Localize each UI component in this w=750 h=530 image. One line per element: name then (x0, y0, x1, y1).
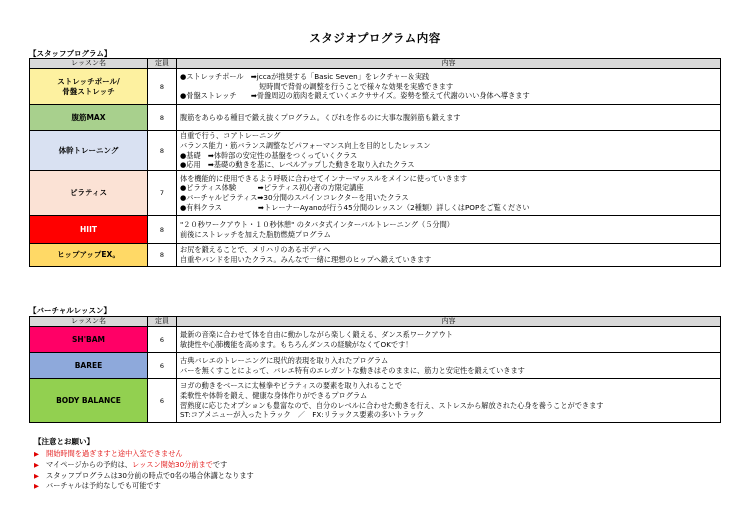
table-row (30, 105, 721, 131)
lesson-name-cell (30, 131, 148, 171)
lesson-name-cell (30, 171, 148, 216)
lesson-name: ストレッチポール/ 骨盤ストレッチ (57, 76, 120, 96)
note-text: です (212, 459, 228, 469)
page-title: スタジオプログラム内容 (309, 31, 441, 45)
content-line: 自重で行う、コアトレーニング (180, 131, 281, 141)
capacity-cell: 6 (148, 327, 177, 353)
lesson-name-cell (30, 69, 148, 105)
content-line: ST:コアメニューが入ったトラック ／ FX:リラックス要素の多いトラック (180, 410, 424, 420)
table-row (30, 131, 721, 171)
triangle-bullet-icon: ▶ (34, 482, 39, 491)
content-cell (177, 379, 721, 423)
content-cell (177, 353, 721, 379)
virtual-section-label: 【バーチャルレッスン】 (29, 306, 112, 315)
note-item (34, 471, 254, 482)
table-row (30, 327, 721, 353)
content-line: バーを無くすことによって、バレエ特有のエレガントな動きはそのままに、筋力と安定性を鍛えていきます (180, 365, 525, 375)
notes-list (34, 449, 254, 492)
lesson-name: 体幹トレーニング (58, 145, 119, 155)
triangle-bullet-icon: ▶ (34, 471, 39, 480)
content-line: 古典バレエのトレーニングに現代的表現を取り入れたプログラム (180, 355, 389, 365)
content-cell (177, 171, 721, 216)
content-line: "２０秒ワークアウト・１０秒休憩" のタバタ式インターバルトレーニング（５分間） (180, 219, 454, 229)
content-cell (177, 69, 721, 105)
notes-heading: 【注意とお願い】 (34, 437, 94, 446)
lesson-name: ヒップアップEX。 (57, 250, 120, 259)
content-line: 腹筋をあらゆる種目で鍛え抜くプログラム。くびれを作るのに大事な腹斜筋も鍛えます (180, 112, 461, 122)
lesson-name-cell (30, 244, 148, 267)
capacity-cell: 7 (148, 171, 177, 216)
content-line: 敏捷性や心肺機能を高めます。もちろんダンスの経験がなくてOKです！ (180, 339, 413, 349)
header-lesson-name: レッスン名 (30, 59, 148, 69)
content-line: お尻を鍛えることで、メリハリのあるボディへ (180, 245, 331, 255)
note-text: 開始時間を過ぎますと途中入室できません (46, 449, 183, 458)
note-text: スタッフプログラムは30分前の時点で0名の場合休講となります (46, 470, 254, 480)
table-row (30, 171, 721, 216)
content-line: 前後にストレッチを加えた脂肪燃焼プログラム (180, 229, 331, 239)
content-line: 自重やバンドを用いたクラス。みんなで一緒に理想のヒップへ鍛えていきます (180, 255, 432, 264)
content-line: 習熟度に応じたオプションも豊富なので、自分のレベルに合わせた動きを行え、ストレスから解放された心身を養うことができます (180, 400, 604, 410)
lesson-name: HIIT (80, 224, 97, 234)
lesson-name-cell (30, 327, 148, 353)
capacity-cell: 8 (148, 131, 177, 171)
staff-section-label: 【スタッフプログラム】 (29, 49, 112, 58)
note-item (34, 460, 254, 471)
lesson-name-cell (30, 353, 148, 379)
virtual-lesson-table (29, 316, 721, 423)
table-row (30, 353, 721, 379)
table-row (30, 244, 721, 267)
header-content: 内容 (177, 317, 721, 327)
content-line: 柔軟性や体幹を鍛え、健康な身体作りができるプログラム (180, 390, 368, 400)
triangle-bullet-icon: ▶ (34, 460, 39, 469)
content-line: ●ピラティス体験 ➡ピラティス初心者の方限定講座 (180, 183, 364, 193)
header-capacity: 定員 (148, 59, 177, 69)
content-line: ●基礎 ➡体幹部の安定性の基盤をつくっていくクラス (180, 150, 358, 160)
lesson-name: SH'BAM (72, 334, 105, 344)
lesson-name-cell (30, 216, 148, 244)
lesson-name: ピラティス (70, 188, 107, 197)
capacity-cell: 8 (148, 69, 177, 105)
note-item (34, 481, 254, 492)
content-cell (177, 216, 721, 244)
content-cell (177, 131, 721, 171)
table-row (30, 216, 721, 244)
content-cell (177, 327, 721, 353)
content-line: ヨガの動きをベースに太極拳やピラティスの要素を取り入れることで (180, 381, 402, 391)
table-row (30, 379, 721, 423)
note-text: マイページからの予約は、 (46, 459, 132, 469)
content-line: 体を機能的に使用できるよう呼吸に合わせてインナーマッスルをメインに使っていきます (180, 173, 468, 183)
content-line: ●有料クラス ➡トレーナーAyanoが行う45分間のレッスン（2種類）詳しくはPOPをご覧ください (180, 202, 530, 212)
content-line: バランス能力・筋バランス調整などパフォーマンス向上を目的としたレッスン (180, 140, 431, 150)
content-line: ●骨盤ストレッチ ➡骨盤周辺の筋肉を鍛えていくエクササイズ。姿勢を整えて代謝のいい身体へ導きます (180, 91, 530, 101)
capacity-cell: 6 (148, 379, 177, 423)
lesson-name: BODY BALANCE (56, 395, 121, 405)
note-text: バーチャルは予約なしでも可能です (46, 481, 161, 491)
content-line: ●ストレッチポール ➡jccaが推奨する「Basic Seven」をレクチャー＆実践 (180, 72, 430, 82)
capacity-cell: 8 (148, 216, 177, 244)
staff-program-table (29, 58, 721, 267)
virtual-table-header (30, 317, 721, 327)
header-content: 内容 (177, 59, 721, 69)
header-lesson-name: レッスン名 (30, 317, 148, 327)
content-line: ●応用 ➡基礎の動きを基に、レベルアップした動きを取り入れたクラス (180, 160, 415, 170)
header-capacity: 定員 (148, 317, 177, 327)
notes-section (34, 436, 254, 492)
lesson-name: 腹筋MAX (71, 112, 106, 122)
lesson-name-cell (30, 105, 148, 131)
note-text: レッスン開始30分前まで (131, 459, 213, 469)
content-cell (177, 244, 721, 267)
triangle-bullet-icon: ▶ (34, 450, 39, 458)
content-cell (177, 105, 721, 131)
table-row (30, 69, 721, 105)
content-line: 最新の音楽に合わせて体を自由に動かしながら楽しく鍛える、ダンス系ワークアウト (180, 329, 453, 339)
lesson-name: BAREE (74, 360, 103, 370)
lesson-name-cell (30, 379, 148, 423)
capacity-cell: 6 (148, 353, 177, 379)
staff-table-header (30, 59, 721, 69)
capacity-cell: 8 (148, 105, 177, 131)
note-item (34, 449, 254, 460)
capacity-cell: 8 (148, 244, 177, 267)
content-line: ●バーチャルピラティス➡30分間のスパインコレクターを用いたクラス (180, 193, 409, 202)
content-line: 短時間で背骨の調整を行うことで様々な効果を実感できます (180, 81, 454, 91)
